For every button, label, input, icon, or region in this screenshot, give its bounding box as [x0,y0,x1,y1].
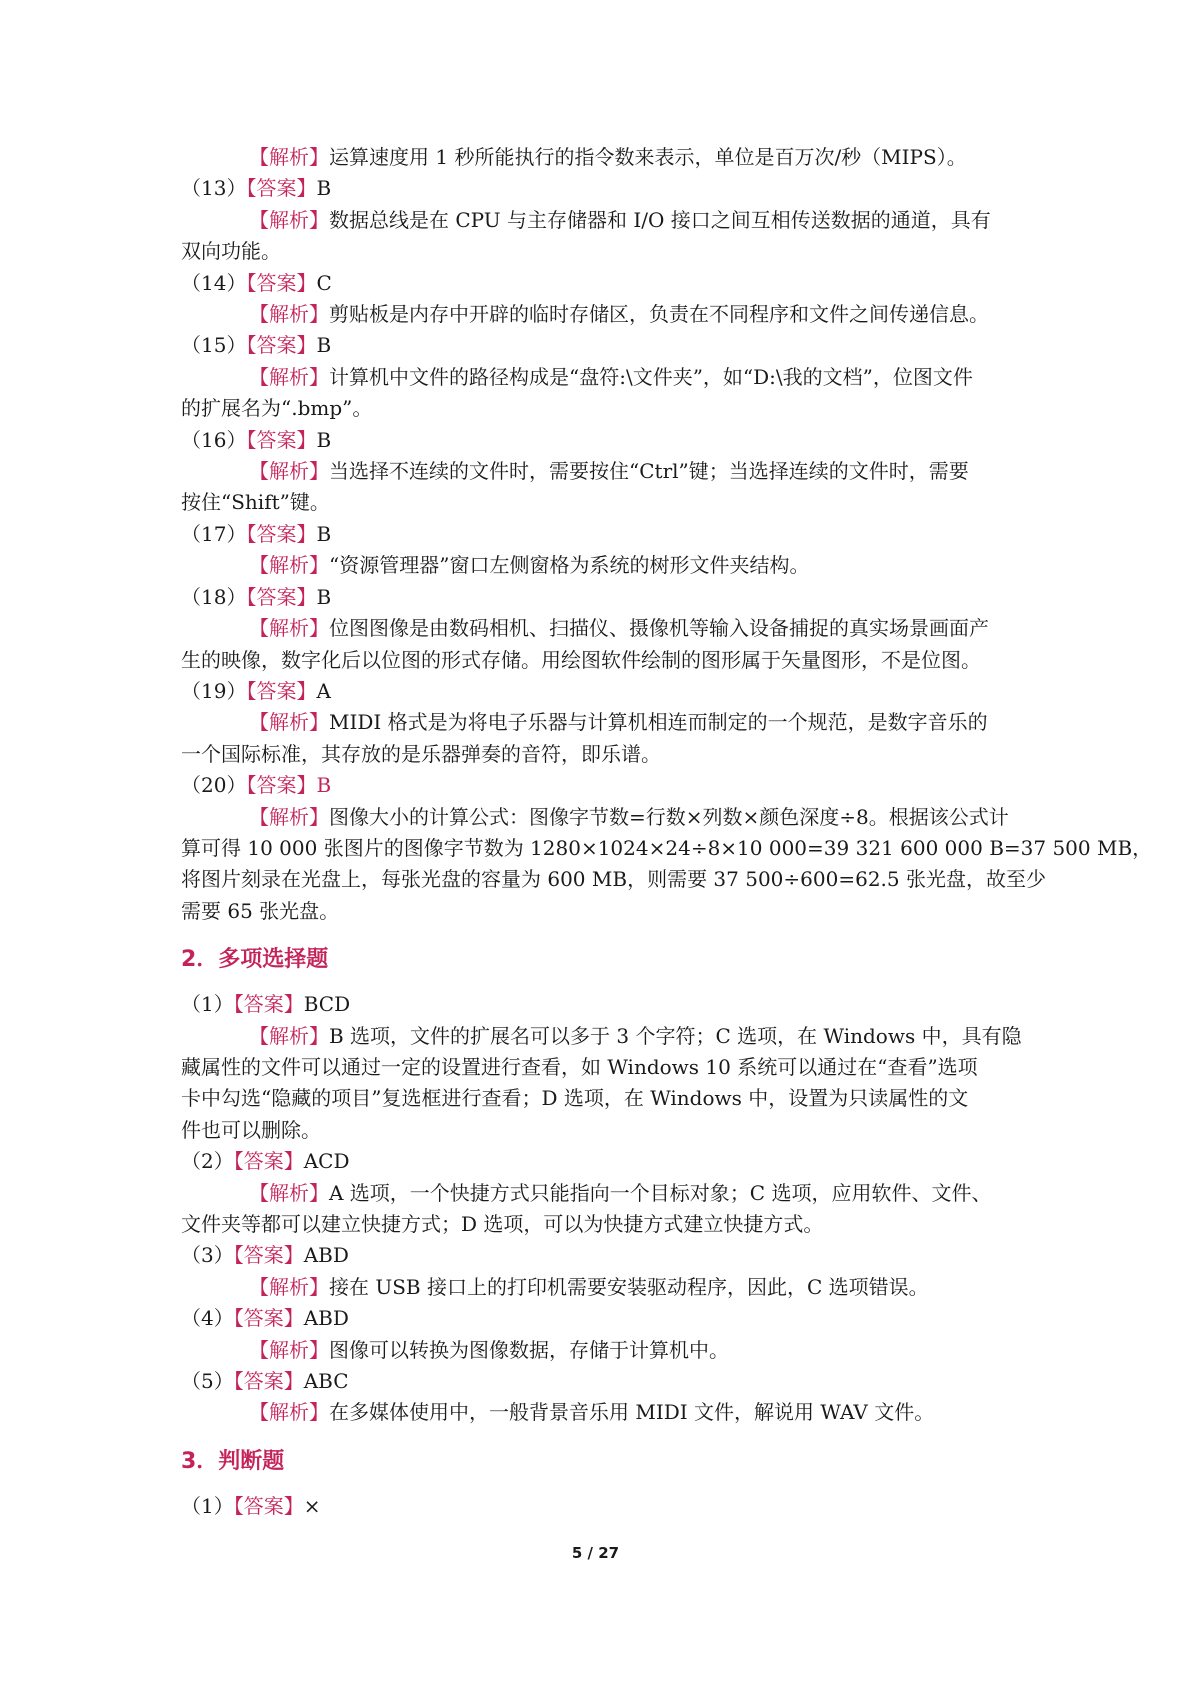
answer-label: 【答案】 [233,1149,304,1174]
explanation-label: 【解析】 [249,207,329,232]
explanation-text: 图像大小的计算公式：图像字节数=行数×列数×颜色深度÷8。根据该公式计 [329,804,1009,829]
answer-label: 【答案】 [246,176,317,201]
explanation-line [181,613,1021,644]
answer-label: 【答案】 [246,333,317,358]
answer-value: ACD [303,1149,350,1174]
explanation-line [181,1115,1021,1146]
answer-row [181,582,1021,613]
explanation-line [181,456,1021,487]
answer-label: 【答案】 [233,1493,304,1518]
question-number: （4） [181,1306,234,1331]
explanation-line [181,1021,1021,1052]
explanation-text: B 选项，文件的扩展名可以多于 3 个字符；C 选项，在 Windows 中，具有隐 [329,1023,1022,1048]
explanation-text: “资源管理器”窗口左侧窗格为系统的树形文件夹结构。 [329,553,810,578]
explanation-text: 计算机中文件的路径构成是“盘符:\文件夹”，如“D:\我的文档”，位图文件 [329,364,973,389]
answer-row [181,1491,1021,1522]
explanation-text: 需要 65 张光盘。 [181,898,340,923]
answer-label: 【答案】 [233,992,304,1017]
page-number: 5 / 27 [571,1544,620,1562]
question-number: （17） [181,521,247,546]
answer-value: B [316,584,332,609]
explanation-line [181,739,1021,770]
explanation-text: 一个国际标准，其存放的是乐器弹奏的音符，即乐谱。 [181,741,661,766]
explanation-line [181,896,1021,927]
explanation-text: MIDI 格式是为将电子乐器与计算机相连而制定的一个规范，是数字音乐的 [329,710,988,735]
explanation-line [181,393,1021,424]
explanation-line [181,299,1021,330]
explanation-label: 【解析】 [249,553,329,578]
answer-row [181,268,1021,299]
answer-value: B [316,773,332,798]
answer-value: C [316,270,332,295]
answer-value: B [316,427,332,452]
explanation-line [181,142,1021,173]
section-heading: 3．判断题 [181,1448,285,1474]
explanation-line [181,802,1021,833]
answer-row [181,770,1021,801]
explanation-line [181,1335,1021,1366]
answer-value: BCD [303,992,351,1017]
question-number: （19） [181,678,247,703]
document-body [181,142,1153,1522]
answer-label: 【答案】 [246,584,317,609]
question-number: （20） [181,773,247,798]
explanation-line [181,1272,1021,1303]
answer-label: 【答案】 [246,427,317,452]
explanation-text: 将图片刻录在光盘上，每张光盘的容量为 600 MB，则需要 37 500÷600=62.5 张光盘，故至少 [181,867,1046,892]
explanation-text: 双向功能。 [181,239,281,264]
explanation-line [181,1052,1021,1083]
explanation-line [181,645,1021,676]
explanation-label: 【解析】 [249,616,329,641]
explanation-text: 运算速度用 1 秒所能执行的指令数来表示，单位是百万次/秒（MIPS）。 [329,145,967,169]
explanation-text: 接在 USB 接口上的打印机需要安装驱动程序，因此，C 选项错误。 [329,1274,929,1299]
answer-value: ABD [303,1243,349,1268]
explanation-line [181,236,1021,267]
explanation-line [181,833,1153,864]
answer-label: 【答案】 [233,1243,304,1268]
question-number: （2） [181,1149,234,1174]
question-number: （14） [181,270,247,295]
answer-label: 【答案】 [233,1306,304,1331]
answer-row [181,173,1021,204]
question-number: （1） [181,992,234,1017]
answer-row [181,1366,1021,1397]
answer-row [181,676,1021,707]
explanation-text: 按住“Shift”键。 [181,490,330,515]
explanation-label: 【解析】 [249,804,329,829]
answer-label: 【答案】 [246,678,317,703]
explanation-line [181,707,1021,738]
answer-label: 【答案】 [233,1369,304,1394]
answer-row [181,1146,1021,1177]
answer-row [181,1303,1021,1334]
explanation-text: 当选择不连续的文件时，需要按住“Ctrl”键；当选择连续的文件时，需要 [329,459,969,484]
explanation-label: 【解析】 [249,459,329,484]
answer-label: 【答案】 [246,521,317,546]
explanation-label: 【解析】 [249,1023,329,1048]
explanation-line [181,1397,1021,1428]
question-number: （3） [181,1243,234,1268]
explanation-label: 【解析】 [249,145,329,169]
answer-label: 【答案】 [246,270,317,295]
section-heading: 2．多项选择题 [181,947,329,973]
explanation-text: 图像可以转换为图像数据，存储于计算机中。 [329,1337,729,1362]
explanation-text: 藏属性的文件可以通过一定的设置进行查看，如 Windows 10 系统可以通过在“查看”选项 [181,1054,978,1079]
answer-value: × [303,1493,321,1518]
answer-row [181,330,1021,361]
explanation-line [181,487,1021,518]
explanation-text: 文件夹等都可以建立快捷方式；D 选项，可以为快捷方式建立快捷方式。 [181,1212,824,1236]
explanation-label: 【解析】 [249,302,329,327]
answer-row [181,989,1021,1020]
explanation-text: A 选项，一个快捷方式只能指向一个目标对象；C 选项，应用软件、文件、 [329,1180,992,1205]
answer-value: B [316,176,332,201]
question-number: （1） [181,1493,234,1518]
explanation-text: 数据总线是在 CPU 与主存储器和 I/O 接口之间互相传送数据的通道，具有 [329,207,991,232]
explanation-label: 【解析】 [249,364,329,389]
answer-row [181,425,1021,456]
explanation-line [181,1083,1021,1114]
answer-value: B [316,521,332,546]
explanation-text: 件也可以删除。 [181,1117,321,1142]
explanation-text: 算可得 10 000 张图片的图像字节数为 1280×1024×24÷8×10 000=39 321 600 000 B=37 500 MB， [181,835,1153,860]
question-number: （13） [181,176,247,201]
explanation-line [181,550,1021,581]
answer-value: B [316,333,332,358]
explanation-text: 位图图像是由数码相机、扫描仪、摄像机等输入设备捕捉的真实场景画面产 [329,616,989,641]
answer-value: A [316,678,331,703]
explanation-label: 【解析】 [249,1274,329,1299]
answer-label: 【答案】 [246,773,317,798]
explanation-line [181,205,1021,236]
explanation-text: 剪贴板是内存中开辟的临时存储区，负责在不同程序和文件之间传递信息。 [329,302,989,327]
explanation-label: 【解析】 [249,710,329,735]
question-number: （15） [181,333,247,358]
explanation-line [181,864,1046,895]
explanation-text: 在多媒体使用中，一般背景音乐用 MIDI 文件，解说用 WAV 文件。 [329,1400,935,1425]
question-number: （5） [181,1369,234,1394]
answer-value: ABC [303,1369,349,1394]
answer-row [181,519,1021,550]
explanation-label: 【解析】 [249,1180,329,1205]
explanation-line [181,362,1021,393]
explanation-label: 【解析】 [249,1400,329,1425]
explanation-line [181,1209,1021,1240]
explanation-text: 卡中勾选“隐藏的项目”复选框进行查看；D 选项，在 Windows 中，设置为只读属性的文 [181,1086,969,1111]
question-number: （16） [181,427,247,452]
explanation-text: 的扩展名为“.bmp”。 [181,396,373,421]
explanation-text: 生的映像，数字化后以位图的形式存储。用绘图软件绘制的图形属于矢量图形，不是位图。 [181,647,981,672]
explanation-line [181,1178,1021,1209]
answer-row [181,1240,1021,1271]
explanation-label: 【解析】 [249,1337,329,1362]
answer-value: ABD [303,1306,349,1331]
question-number: （18） [181,584,247,609]
